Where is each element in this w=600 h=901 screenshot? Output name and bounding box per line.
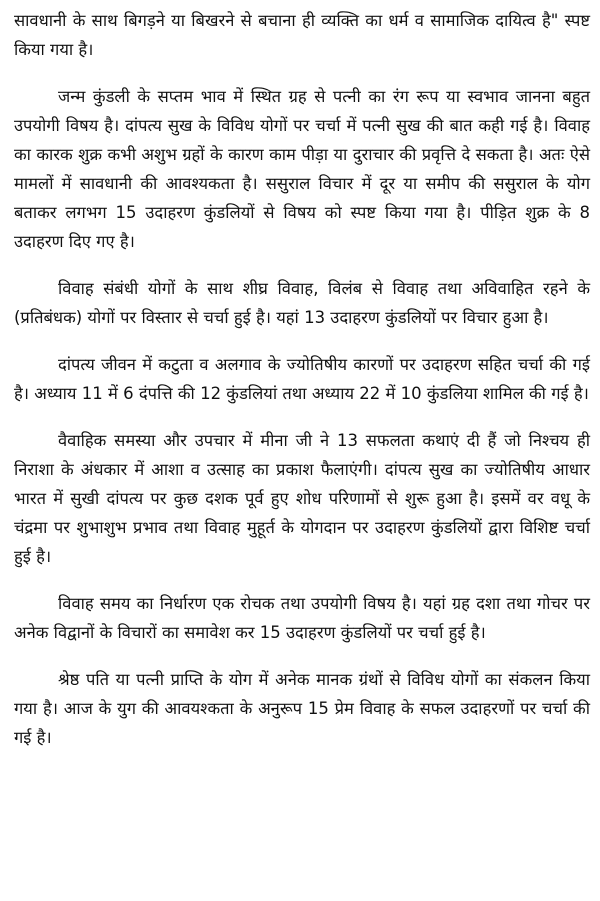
paragraph-4: दांपत्य जीवन में कटुता व अलगाव के ज्योतिषीय कारणों पर उदाहरण सहित चर्चा की गई है। अध्याय 11 में 6 दंपत्ति की 12 कुंडलियां तथा अध्याय 22 में 10 कुंडलिया शामिल की गई है। <box>14 355 590 403</box>
paragraph-7: श्रेष्ठ पति या पत्नी प्राप्ति के योग में अनेक मानक ग्रंथों से विविध योगों का संकलन किया गया है। आज के युग की आवयश्कता के अनुरूप 15 प्रेम विवाह के सफल उदाहरणों पर चर्चा की गई है। <box>14 670 590 747</box>
paragraph-5: वैवाहिक समस्या और उपचार में मीना जी ने 13 सफलता कथाएं दी हैं जो निश्चय ही निराशा के अंधकार में आशा व उत्साह का प्रकाश फैलाएंगी। दांपत्य सुख का ज्योतिषीय आधार भारत में सुखी दांपत्य पर कुछ दशक पूर्व हुए शोध परिणामों से शुरू हुआ है। इसमें वर वधू के चंद्रमा पर शुभाशुभ प्रभाव तथा विवाह मुहूर्त के योगदान पर उदाहरण कुंडलियों द्वारा विशिष्ट चर्चा हुई है। <box>14 431 590 566</box>
paragraph-2: जन्म कुंडली के सप्तम भाव में स्थित ग्रह से पत्नी का रंग रूप या स्वभाव जानना बहुत उपयोगी विषय है। दांपत्य सुख के विविध योगों पर चर्चा में पत्नी सुख की बात कही गई है। विवाह का कारक शुक्र कभी अशुभ ग्रहों के कारण काम पीड़ा या दुराचार की प्रवृत्ति दे सकता है। अतः ऐसे मामलों में सावधानी की आवश्यकता है। ससुराल विचार में दूर या समीप की ससुराल के योग बताकर लगभग 15 उदाहरण कुंडलियों से विषय को स्पष्ट किया गया है। पीड़ित शुक्र के 8 उदाहरण दिए गए है। <box>14 87 590 251</box>
paragraph-1: सावधानी के साथ बिगड़ने या बिखरने से बचाना ही व्यक्ति का धर्म व सामाजिक दायित्व है" स्पष्ट किया गया है। <box>14 11 590 59</box>
paragraph-6: विवाह समय का निर्धारण एक रोचक तथा उपयोगी विषय है। यहां ग्रह दशा तथा गोचर पर अनेक विद्वानों के विचारों का समावेश कर 15 उदाहरण कुंडलियों पर चर्चा हुई है। <box>14 594 590 642</box>
paragraph-3: विवाह संबंधी योगों के साथ शीघ्र विवाह, विलंब से विवाह तथा अविवाहित रहने के (प्रतिबंधक) योगों पर विस्तार से चर्चा हुई है। यहां 13 उदाहरण कुंडलियों पर विचार हुआ है। <box>14 279 590 327</box>
